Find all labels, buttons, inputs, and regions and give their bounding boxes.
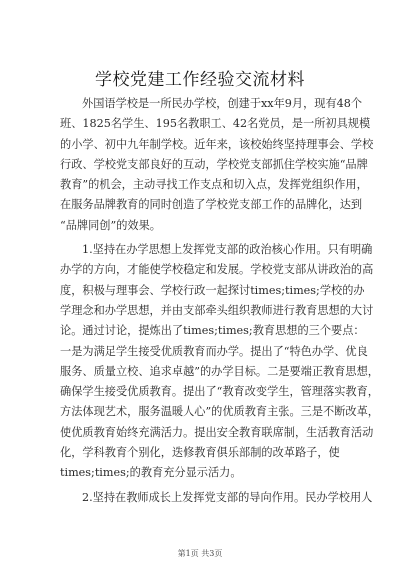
paragraph-line: 确保学生接受优质教育。提出了“教育改变学生，管理落实教育， <box>60 385 379 399</box>
paragraph-line: 化，学科教育个别化，迭修教育俱乐部制的改革路子，使 <box>60 446 340 460</box>
paragraph-line: 方法体现艺术，服务温暖人心”的优质教育主张。三是不断改革， <box>60 405 379 419</box>
paragraph-line: 2.坚持在教师成长上发挥党支部的导向作用。民办学校用人 <box>82 490 373 504</box>
paragraph-line: 服务、质量立校、追求卓越”的办学目标。二是要端正教育思想， <box>60 364 379 378</box>
paragraph-line: 在服务品牌教育的同时创造了学校党支部工作的品牌化，达到 <box>60 198 363 212</box>
paragraph-line: 行政、学校党支部良好的互动，学校党支部抓住学校实施“品牌 <box>60 157 368 171</box>
document-title: 学校党建工作经验交流材料 <box>95 70 305 90</box>
paragraph-line: 一是为满足学生接受优质教育而办学。提出了“特色办学、优良 <box>60 344 368 358</box>
paragraph-line: 的小学、初中九年制学校。近年来，该校始终坚持理事会、学校 <box>60 137 374 151</box>
paragraph-line: 1.坚持在办学思想上发挥党支部的政治核心作用。只有明确 <box>82 243 373 257</box>
paragraph-line: times;times;的教育充分显示活力。 <box>60 466 242 480</box>
paragraph-line: 教育”的机会，主动寻找工作支点和切入点，发挥党组织作用， <box>60 178 368 192</box>
paragraph-line: “品牌同创”的效果。 <box>60 218 161 232</box>
paragraph-line: 办学的方向，才能使学校稳定和发展。学校党支部从讲政治的高 <box>60 263 374 277</box>
paragraph-line: 度，积极与理事会、学校行政一起探讨times;times;学校的办 <box>60 283 365 297</box>
paragraph-line: 论。通过讨论，提炼出了times;times;教育思想的三个要点： <box>60 324 365 338</box>
paragraph-line: 外国语学校是一所民办学校，创建于xx年9月，现有48个 <box>82 97 363 110</box>
document-body <box>60 94 379 508</box>
paragraph-line: 学理念和办学思想，并由支部牵头组织教师进行教育思想的大讨 <box>60 303 374 317</box>
page-footer: 第1页 共3页 <box>177 549 223 558</box>
paragraph-line: 班、1825名学生、195名教职工、42名党员，是一所初具规模 <box>60 117 371 131</box>
paragraph-line: 使优质教育始终充满活力。提出安全教育联席制，生活教育活动 <box>60 425 374 439</box>
